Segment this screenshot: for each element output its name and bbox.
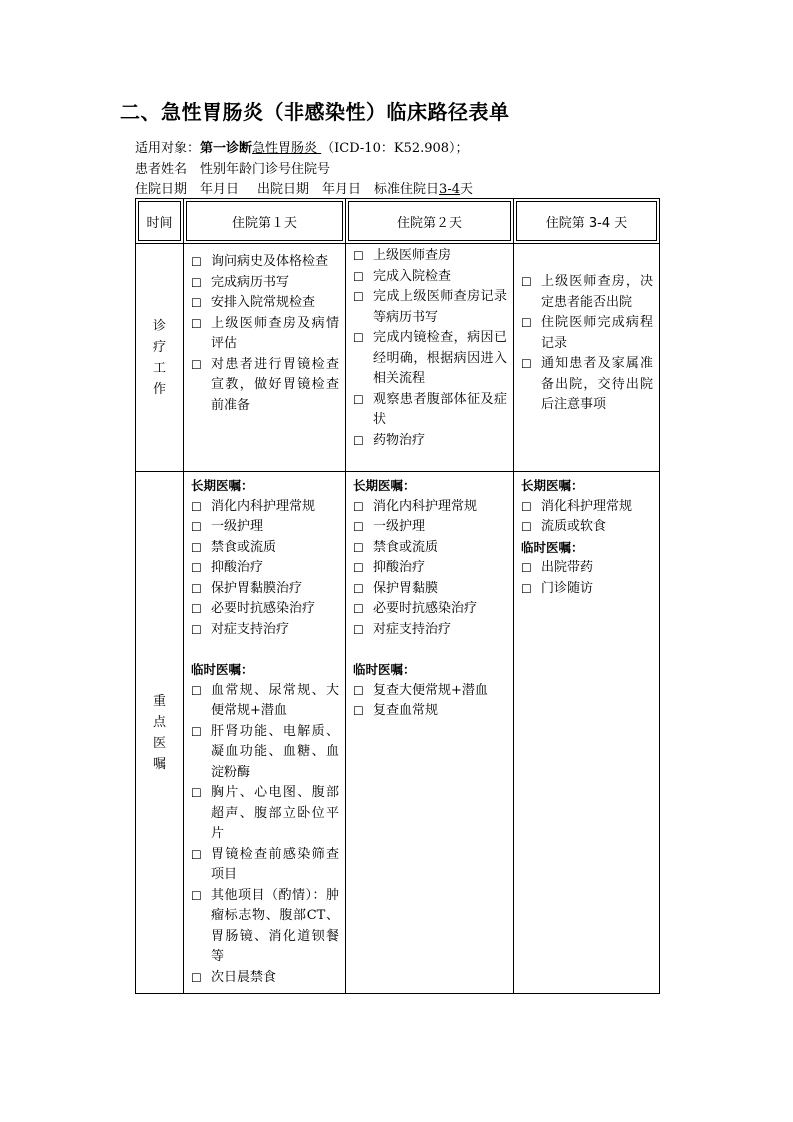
checkbox-icon[interactable]: ☐	[353, 499, 364, 514]
header-day-1: 住院第１天	[184, 199, 346, 244]
standard-stay-unit: 天	[459, 182, 473, 197]
checklist-item-text: 一级护理	[211, 519, 264, 534]
checklist-item	[191, 783, 339, 845]
checklist-item	[191, 579, 339, 600]
checkbox-icon[interactable]: ☐	[521, 499, 532, 514]
checklist-item-text: 观察患者腹部体征及症状	[373, 391, 507, 427]
diagnosis-work-row	[136, 244, 660, 472]
standard-stay-label: 标准住院日	[374, 182, 440, 197]
checklist-item-text: 完成入院检查	[373, 268, 452, 284]
checklist-item	[191, 681, 339, 722]
checkbox-icon[interactable]: ☐	[353, 581, 364, 596]
checkbox-icon[interactable]: ☐	[191, 724, 202, 739]
dates-line	[135, 181, 473, 199]
checklist-item-text: 消化内科护理常规	[373, 498, 478, 514]
checklist-item-text: 复查大便常规+潜血	[373, 682, 488, 698]
checklist-item-text: 流质或软食	[541, 519, 607, 534]
checklist-item-text: 通知患者及家属准备出院，交待出院后注意事项	[541, 356, 653, 412]
checklist-item-text: 抑酸治疗	[373, 560, 426, 575]
checkbox-icon[interactable]: ☐	[353, 704, 364, 718]
checklist-item	[521, 497, 653, 518]
standard-stay-days: 3-4	[439, 182, 460, 197]
checklist-item	[191, 968, 339, 989]
checklist-item	[191, 293, 339, 314]
checkbox-icon[interactable]: ☐	[353, 602, 364, 616]
checklist-item	[191, 273, 339, 294]
checklist-item	[521, 517, 653, 538]
key-orders-day-2-cell	[346, 472, 514, 994]
checklist-item-text: 出院带药	[541, 560, 594, 575]
key-orders-label	[136, 472, 184, 994]
checkbox-icon[interactable]: ☐	[191, 888, 202, 903]
header-day-2: 住院第２天	[346, 199, 514, 244]
checkbox-icon[interactable]: ☐	[521, 581, 532, 596]
checkbox-icon[interactable]: ☐	[191, 540, 202, 555]
checklist-item	[191, 538, 339, 559]
checkbox-icon[interactable]: ☐	[353, 392, 364, 407]
checklist-item	[191, 886, 339, 968]
diagnosis-work-label	[136, 244, 184, 472]
checklist-item-text: 完成内镜检查，病因已经明确，根据病因进入相关流程	[373, 330, 507, 386]
checklist-item	[353, 599, 507, 620]
checkbox-icon[interactable]: ☐	[191, 847, 202, 862]
checklist-item	[191, 845, 339, 886]
checklist-item-text: 住院医师完成病程记录	[541, 315, 653, 351]
checklist-item	[521, 579, 653, 600]
checklist-item	[191, 517, 339, 538]
checklist-item	[353, 431, 507, 452]
checklist-item	[191, 497, 339, 518]
checklist-item	[521, 558, 653, 579]
applicable-subject-line	[135, 140, 469, 158]
checkbox-icon[interactable]: ☐	[191, 561, 202, 575]
checkbox-icon[interactable]: ☐	[521, 520, 532, 534]
checkbox-icon[interactable]: ☐	[521, 316, 532, 330]
checklist-item-text: 对患者进行胃镜检查宣教，做好胃镜检查前准备	[211, 356, 339, 413]
key-orders-row	[136, 472, 660, 994]
checklist-item-text: 完成病历书写	[211, 274, 290, 290]
checklist-item-text: 抑酸治疗	[211, 560, 264, 575]
checklist-item	[353, 267, 507, 288]
checklist-item-text: 禁食或流质	[211, 539, 277, 555]
checklist-item	[353, 579, 507, 600]
checklist-item-text: 保护胃黏膜	[373, 580, 439, 596]
checklist-item-text: 上级医师查房及病情评估	[211, 315, 339, 351]
checklist-item-text: 复查血常规	[373, 703, 439, 718]
temporary-orders-heading: 临时医嘱：	[521, 539, 584, 555]
checklist-item	[521, 354, 653, 416]
checkbox-icon[interactable]: ☐	[353, 622, 364, 637]
checkbox-icon[interactable]: ☐	[191, 970, 202, 985]
icd-code: （ICD-10：K52.908）；	[321, 141, 469, 156]
checkbox-icon[interactable]: ☐	[191, 786, 202, 800]
checklist-item	[191, 314, 339, 355]
key-orders-day-1-cell	[184, 472, 346, 994]
checkbox-icon[interactable]: ☐	[353, 561, 364, 575]
checklist-item	[353, 517, 507, 538]
checklist-item-text: 安排入院常规检查	[211, 295, 316, 310]
checklist-item-text: 必要时抗感染治疗	[211, 601, 316, 616]
checklist-item-text: 对症支持治疗	[373, 621, 452, 637]
checklist-item-text: 上级医师查房	[373, 248, 452, 263]
checkbox-icon[interactable]: ☐	[353, 331, 364, 345]
checklist-item-text: 一级护理	[373, 519, 426, 534]
checklist-item-text: 门诊随访	[541, 580, 594, 596]
checkbox-icon[interactable]: ☐	[191, 255, 202, 269]
applicable-subject-label: 适用对象：	[135, 141, 201, 156]
checklist-item-text: 对症支持治疗	[211, 621, 290, 637]
checkbox-icon[interactable]: ☐	[191, 520, 202, 534]
header-time: 时间	[136, 199, 184, 244]
checklist-item-text: 其他项目（酌情）：肿瘤标志物、腹部CT、胃肠镜、消化道钡餐等	[211, 887, 339, 964]
checklist-item	[521, 313, 653, 354]
checklist-item-text: 血常规、尿常规、大便常规+潜血	[211, 682, 339, 718]
checklist-item-text: 保护胃黏膜治疗	[211, 580, 303, 596]
checklist-item	[353, 390, 507, 431]
checkbox-icon[interactable]: ☐	[191, 316, 202, 331]
checklist-item	[353, 328, 507, 390]
checklist-item	[353, 681, 507, 702]
key-orders-label-text: 重点医嘱	[152, 693, 166, 772]
checkbox-icon[interactable]: ☐	[191, 602, 202, 616]
diagnosis-work-day-2-cell	[346, 244, 514, 472]
checklist-item-text: 胃镜检查前感染筛查项目	[211, 846, 339, 882]
checkbox-icon[interactable]: ☐	[191, 683, 202, 698]
checklist-item-text: 禁食或流质	[373, 539, 439, 555]
long-term-orders-heading: 长期医嘱：	[521, 478, 584, 493]
checklist-item-text: 肝肾功能、电解质、凝血功能、血糖、血淀粉酶	[211, 723, 339, 780]
checklist-item	[353, 246, 507, 267]
checkbox-icon[interactable]: ☐	[191, 622, 202, 637]
discharge-date-field: 出院日期 年月日	[257, 182, 362, 197]
long-term-orders-heading: 长期医嘱：	[191, 478, 254, 493]
key-orders-day-3-4-cell	[514, 472, 660, 994]
checklist-item-text: 上级医师查房，决定患者能否出院	[541, 274, 653, 310]
temporary-orders-heading: 临时医嘱：	[353, 662, 416, 677]
patient-info-fields: 患者姓名 性别年龄门诊号住院号	[135, 162, 331, 177]
diagnosis-work-label-text: 诊疗工作	[152, 318, 166, 397]
checklist-item-text: 消化科护理常规	[541, 498, 633, 514]
header-row	[136, 199, 660, 244]
checklist-item	[191, 620, 339, 641]
checklist-item	[353, 620, 507, 641]
checklist-item-text: 消化内科护理常规	[211, 498, 316, 514]
checklist-item-text: 药物治疗	[373, 432, 426, 448]
checklist-item	[191, 355, 339, 417]
checkbox-icon[interactable]: ☐	[353, 520, 364, 534]
checkbox-icon[interactable]: ☐	[191, 581, 202, 596]
diagnosis-work-day-1-cell	[184, 244, 346, 472]
checkbox-icon[interactable]: ☐	[191, 499, 202, 514]
checklist-item	[353, 701, 507, 722]
checklist-item	[521, 272, 653, 313]
checklist-item	[353, 287, 507, 328]
checklist-item-text: 次日晨禁食	[211, 969, 277, 985]
page-title: 二、急性胃肠炎（非感染性）临床路径表单	[120, 100, 510, 124]
checklist-item-text: 询问病史及体格检查	[211, 254, 329, 269]
checklist-item	[191, 599, 339, 620]
checklist-item-text: 胸片、心电图、腹部超声、腹部立卧位平片	[211, 785, 339, 841]
checklist-item	[191, 252, 339, 273]
checkbox-icon[interactable]: ☐	[191, 275, 202, 290]
checkbox-icon[interactable]: ☐	[353, 683, 364, 698]
checklist-item	[353, 558, 507, 579]
checkbox-icon[interactable]: ☐	[191, 296, 202, 310]
checkbox-icon[interactable]: ☐	[191, 357, 202, 372]
first-diagnosis-label: 第一诊断	[200, 141, 253, 156]
checkbox-icon[interactable]: ☐	[353, 433, 364, 448]
checkbox-icon[interactable]: ☐	[521, 561, 532, 575]
checklist-item	[191, 722, 339, 784]
diagnosis-name: 急性胃肠炎	[252, 141, 322, 156]
checkbox-icon[interactable]: ☐	[353, 269, 364, 284]
checkbox-icon[interactable]: ☐	[353, 540, 364, 555]
admission-date-field: 住院日期 年月日	[135, 182, 240, 197]
header-day-3-4: 住院第 3-4 天	[514, 199, 660, 244]
checklist-item-text: 必要时抗感染治疗	[373, 601, 478, 616]
checkbox-icon[interactable]: ☐	[353, 249, 364, 263]
long-term-orders-heading: 长期医嘱：	[353, 478, 416, 493]
checkbox-icon[interactable]: ☐	[353, 290, 364, 304]
checklist-item	[353, 538, 507, 559]
checklist-item-text: 完成上级医师查房记录等病历书写	[373, 289, 507, 325]
temporary-orders-heading: 临时医嘱：	[191, 662, 254, 677]
checkbox-icon[interactable]: ☐	[521, 357, 532, 371]
checkbox-icon[interactable]: ☐	[521, 275, 532, 289]
clinical-pathway-table	[135, 198, 660, 994]
patient-info-line	[135, 161, 330, 179]
diagnosis-work-day-3-4-cell	[514, 244, 660, 472]
checklist-item	[353, 497, 507, 518]
checklist-item	[191, 558, 339, 579]
